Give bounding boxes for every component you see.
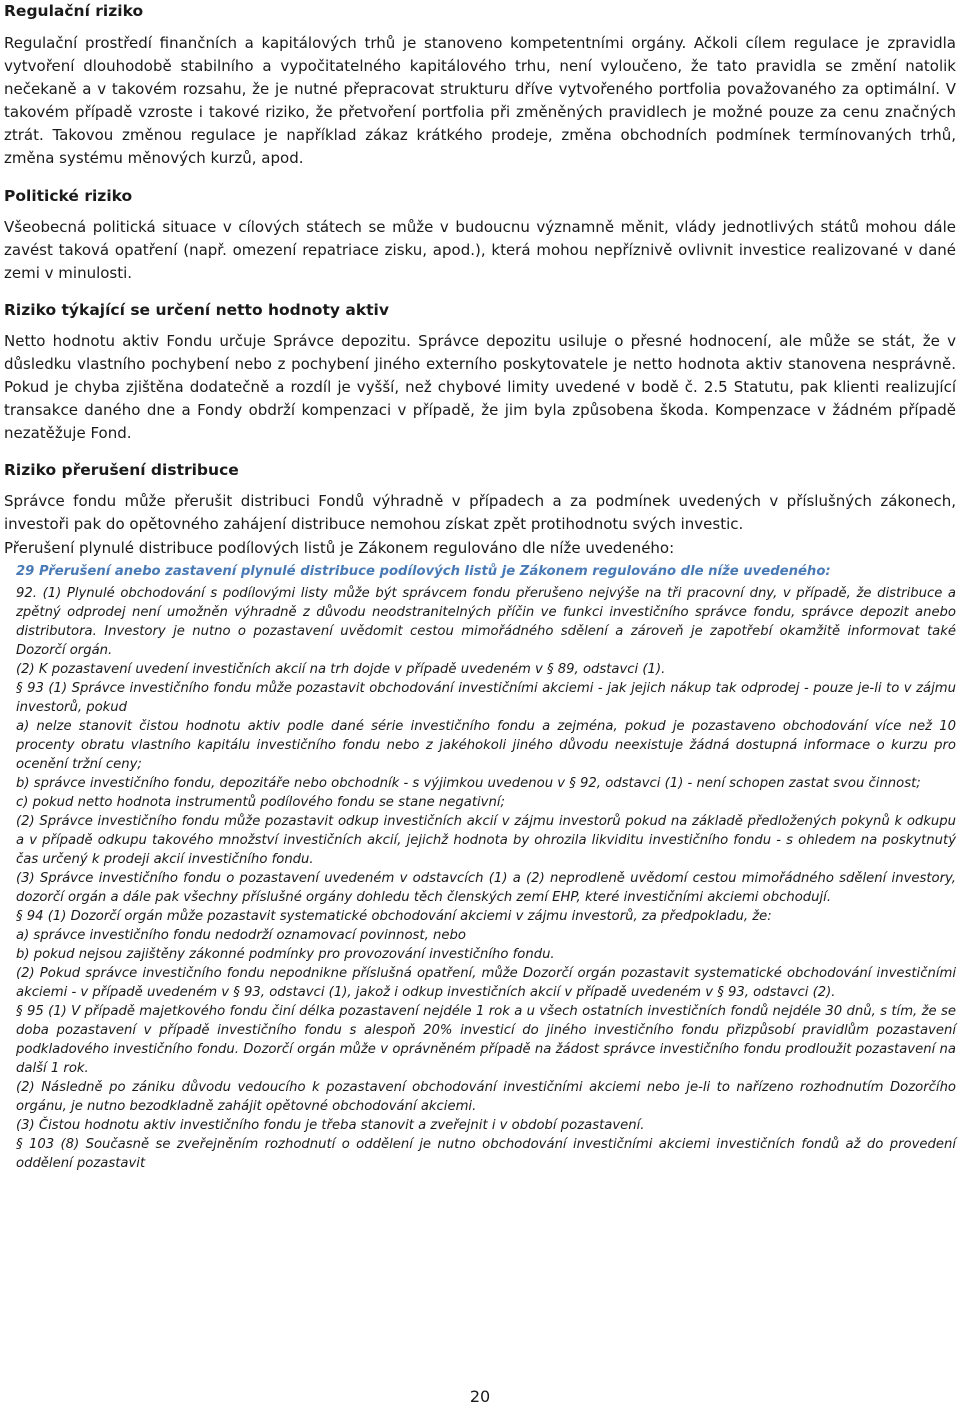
law-paragraph: (2) Následně po zániku důvodu vedoucího k pozastavení obchodování investičními akciemi nebo je-li to nařízeno rozhodnutím Dozorčího orgánu, je nutno bezodkladně zahájit opětovné obchodování akciemi. xyxy=(16,1080,956,1114)
law-quote-block xyxy=(4,562,956,1173)
political-risk-text: Všeobecná politická situace v cílových státech se může v budoucnu významně měnit, vlády jednotlivých států mohou dále zavést taková opatření (např. omezení repatriace zisku, apod.), která mohou nepříznivě ovlivnit investice realizované v dané zemi v minulosti. xyxy=(4,218,956,282)
law-paragraph: 92. (1) Plynulé obchodování s podílovými listy může být správcem fondu přerušeno nejvýše na tři pracovní dny, v případě, že distribuce a zpětný odprodej není umožněn výhradně z důvodu neodstranitelných příčin ve funkci investičního správce fondu, správce depozit anebo distributora. Investory je nutno o pozastavení uvědomit cestou mimořádného sdělení a zároveň je zapotřebí okamžitě informovat také Dozorčí orgán. xyxy=(16,586,956,658)
section-title-regulatory-risk: Regulační riziko xyxy=(4,2,144,20)
section-title-nav-risk: Riziko týkající se určení netto hodnoty aktiv xyxy=(4,301,389,319)
law-quote-title: 29 Přerušení anebo zastavení plynulé distribuce podílových listů je Zákonem regulováno dle níže uvedeného: xyxy=(16,564,831,579)
law-paragraph: c) pokud netto hodnota instrumentů podílového fondu se stane negativní; xyxy=(16,795,505,810)
nav-risk-text: Netto hodnotu aktiv Fondu určuje Správce depozitu. Správce depozitu usiluje o přesné hodnocení, ale může se stát, že v důsledku vlastního pochybení nebo z pochybení jiného externího poskytovatele je netto hodnota aktiv stanovena nesprávně. Pokud je chyba zjištěna dodatečně a rozdíl je vyšší, než chybové limity uvedené v bodě č. 2.5 Statutu, pak klienti realizující transakce daného dne a Fondy obdrží kompenzaci v případě, že jim byla způsobena škoda. Kompenzace v žádném případě nezatěžuje Fond. xyxy=(4,332,956,442)
regulatory-risk-text: Regulační prostředí finančních a kapitálových trhů je stanoveno kompetentními orgány. Ačkoli cílem regulace je zpravidla vytvoření dlouhodobě stabilního a vypočitatelného kapitálového trhu, není vyloučeno, že tato pravidla se změní natolik nečekaně a v takovém rozsahu, že je nutné přepracovat strukturu dříve vytvořeného portfolia považovaného za optimální. V takovém případě vzroste i takové riziko, že přetvoření portfolia při změněných pravidlech je možné pouze za cenu značných ztrát. Takovou změnou regulace je například zákaz krátkého prodeje, změna obchodních podmínek termínovaných trhů, změna systému měnových kurzů, apod. xyxy=(4,34,956,167)
law-paragraph: (2) Správce investičního fondu může pozastavit odkup investičních akcií v zájmu investorů pokud na základě předložených pokynů k odkupu a v případě odkupu takového množství investičních akcií, jejichž hodnota by ohrozila likviditu investičního fondu - s ohledem na poskytnutý čas určený k prodeji akcií investičního fondu. xyxy=(16,814,956,867)
law-paragraph: § 95 (1) V případě majetkového fondu činí délka pozastavení nejdéle 1 rok a u všech ostatních investičních fondů nejdéle 30 dnů, s tím, že se doba pozastavení v případě investičního fondu s alespoň 20% investicí do jiného investičního fondu přizpůsobí pravidlům pozastavení podkladového investičního fondu. Dozorčí orgán může v oprávněném případě na žádost správce investičního fondu prodloužit pozastavení na další 1 rok. xyxy=(16,1004,956,1076)
law-paragraph: (2) K pozastavení uvedení investičních akcií na trh dojde v případě uvedeném v § 89, odstavci (1). xyxy=(16,662,666,677)
section-title-distribution-risk: Riziko přerušení distribuce xyxy=(4,461,239,479)
law-paragraph: a) nelze stanovit čistou hodnotu aktiv podle dané série investičního fondu a zejména, pokud je pozastaveno obchodování více než 10 procenty obratu vlastního kapitálu investičního fondu nebo z jakéhokoli jiného důvodu neexistuje žádná dostupná informace o kurzu pro ocenění tržní ceny; xyxy=(16,719,956,772)
law-paragraph: § 93 (1) Správce investičního fondu může pozastavit obchodování investičními akciemi - jak jejich nákup tak odprodej - pouze je-li to v zájmu investorů, pokud xyxy=(16,681,956,715)
distribution-risk-intro: Přerušení plynulé distribuce podílových listů je Zákonem regulováno dle níže uvedeného: xyxy=(4,539,675,557)
section-title-political-risk: Politické riziko xyxy=(4,187,133,205)
law-quote-paragraphs xyxy=(16,584,956,1173)
law-paragraph: (2) Pokud správce investičního fondu nepodnikne příslušná opatření, může Dozorčí orgán pozastavit systematické obchodování investičními akciemi - v případě uvedeném v § 93, odstavci (1), jakož i odkup investičních akcií v případě uvedeném v § 93, odstavci (2). xyxy=(16,966,956,1000)
law-paragraph: (3) Správce investičního fondu o pozastavení uvedeném v odstavcích (1) a (2) neprodleně uvědomí cestou mimořádného sdělení investory, dozorčí orgán a dále pak všechny příslušné orgány dohledu těch členských zemí EHP, které investičními akciemi obchodují. xyxy=(16,871,956,905)
law-paragraph: (3) Čistou hodnotu aktiv investičního fondu je třeba stanovit a zveřejnit i v období pozastavení. xyxy=(16,1118,645,1133)
law-paragraph: § 94 (1) Dozorčí orgán může pozastavit systematické obchodování akciemi v zájmu investorů, za předpokladu, že: xyxy=(16,909,772,924)
law-paragraph: b) pokud nejsou zajištěny zákonné podmínky pro provozování investičního fondu. xyxy=(16,947,555,962)
distribution-risk-text: Správce fondu může přerušit distribuci Fondů výhradně v případech a za podmínek uvedených v příslušných zákonech, investoři pak do opětovného zahájení distribuce nemohou získat zpět protihodnotu svých investic. xyxy=(4,492,956,533)
page-number: 20 xyxy=(469,1387,491,1406)
law-paragraph: b) správce investičního fondu, depozitáře nebo obchodník - s výjimkou uvedenou v § 92, odstavci (1) - není schopen zastat svou činnost; xyxy=(16,776,921,791)
law-paragraph: a) správce investičního fondu nedodrží oznamovací povinnost, nebo xyxy=(16,928,466,943)
law-paragraph: § 103 (8) Současně se zveřejněním rozhodnutí o oddělení je nutno obchodování investičními akciemi investičních fondů až do provedení oddělení pozastavit xyxy=(16,1137,956,1171)
